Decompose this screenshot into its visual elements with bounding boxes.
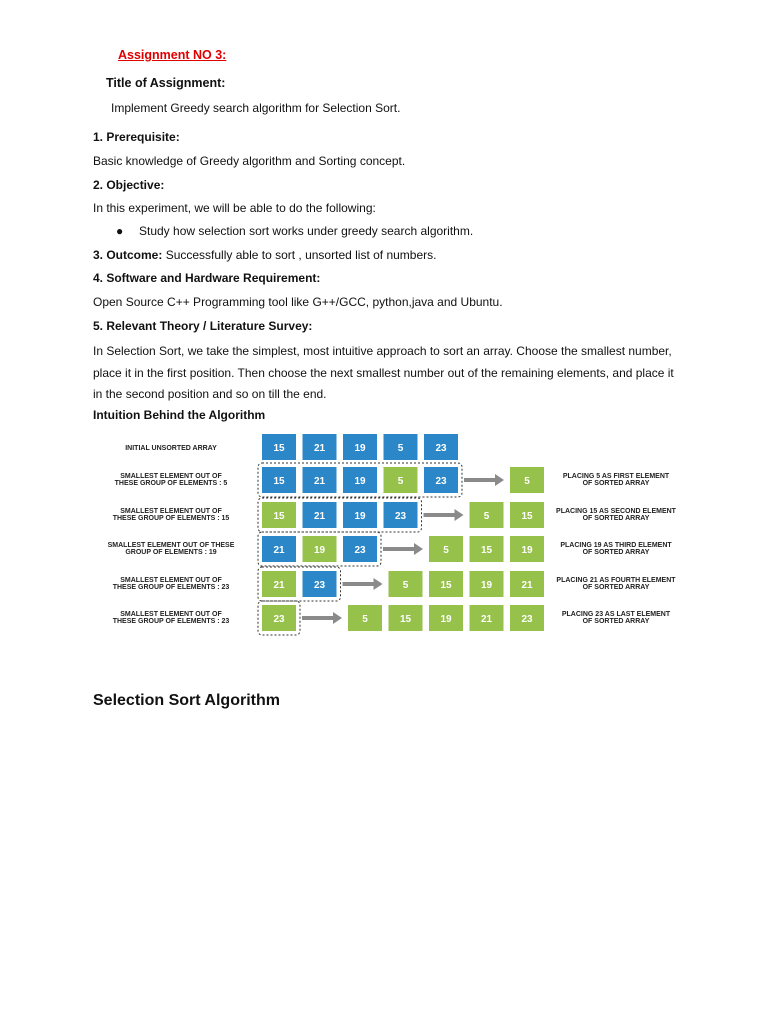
arrow-head-icon xyxy=(495,474,504,486)
arrow-head-icon xyxy=(333,612,342,624)
array-element-value: 23 xyxy=(273,614,285,625)
row-left-label: THESE GROUP OF ELEMENTS : 5 xyxy=(114,480,228,487)
array-element-value: 5 xyxy=(397,476,404,487)
assignment-number: Assignment NO 3: xyxy=(118,48,227,62)
array-element-value: 23 xyxy=(435,476,447,487)
sorted-element-value: 19 xyxy=(480,580,493,591)
row-left-label: SMALLEST ELEMENT OUT OF THESE xyxy=(107,542,235,549)
array-element-value: 23 xyxy=(435,443,447,454)
row-left-label: SMALLEST ELEMENT OUT OF xyxy=(120,473,222,480)
selection-sort-diagram xyxy=(0,430,768,640)
sorted-element-value: 5 xyxy=(402,580,409,591)
software-text: Open Source C++ Programming tool like G++/GCC, python,java and Ubuntu. xyxy=(93,295,503,309)
array-element-value: 15 xyxy=(273,511,285,522)
row-left-label: INITIAL UNSORTED ARRAY xyxy=(125,445,217,452)
sorted-element-value: 19 xyxy=(440,614,452,625)
array-element-value: 19 xyxy=(354,476,366,487)
sorted-element-value: 15 xyxy=(521,511,533,522)
array-element-value: 23 xyxy=(313,580,326,591)
row-right-label: PLACING 15 AS SECOND ELEMENT xyxy=(556,508,676,515)
row-right-label: OF SORTED ARRAY xyxy=(582,549,650,556)
objective-heading: 2. Objective: xyxy=(93,178,165,192)
array-element-value: 21 xyxy=(313,511,326,522)
outcome-text: Successfully able to sort , unsorted list of numbers. xyxy=(162,248,437,262)
row-left-label: SMALLEST ELEMENT OUT OF xyxy=(120,611,222,618)
array-element-value: 21 xyxy=(313,476,326,487)
prerequisite-heading: 1. Prerequisite: xyxy=(93,130,180,144)
sorted-element-value: 15 xyxy=(480,545,493,556)
array-element-value: 19 xyxy=(354,511,366,522)
row-left-label: THESE GROUP OF ELEMENTS : 23 xyxy=(112,618,230,625)
title-label: Title of Assignment: xyxy=(106,76,226,90)
software-heading: 4. Software and Hardware Requirement: xyxy=(93,271,321,285)
row-left-label: SMALLEST ELEMENT OUT OF xyxy=(120,577,222,584)
array-element-value: 5 xyxy=(397,443,404,454)
prerequisite-text: Basic knowledge of Greedy algorithm and Sorting concept. xyxy=(93,154,406,168)
objective-bullet-text: Study how selection sort works under greedy search algorithm. xyxy=(139,224,474,238)
sorted-element-value: 19 xyxy=(521,545,533,556)
theory-heading: 5. Relevant Theory / Literature Survey: xyxy=(93,319,313,333)
row-right-label: OF SORTED ARRAY xyxy=(582,618,650,625)
sorted-element-value: 5 xyxy=(443,545,449,556)
sorted-element-value: 23 xyxy=(521,614,533,625)
theory-text: In Selection Sort, we take the simplest, most intuitive approach to sort an array. Choose the smallest number, place it in the first position. Then choose the next smallest number out of the remaining elements, and place it in the second position and so on till the end. xyxy=(93,344,674,401)
sorted-element-value: 15 xyxy=(399,614,412,625)
objective-text: In this experiment, we will be able to do the following: xyxy=(93,201,376,215)
outcome-line xyxy=(93,248,436,262)
title-text: Implement Greedy search algorithm for Selection Sort. xyxy=(111,101,401,115)
outcome-heading: 3. Outcome: xyxy=(93,248,163,262)
array-element-value: 23 xyxy=(394,511,407,522)
intuition-heading: Intuition Behind the Algorithm xyxy=(93,408,266,422)
array-element-value: 21 xyxy=(313,443,326,454)
row-left-label: THESE GROUP OF ELEMENTS : 15 xyxy=(112,515,230,522)
sorted-element-value: 5 xyxy=(483,511,490,522)
row-right-label: OF SORTED ARRAY xyxy=(582,584,650,591)
arrow-head-icon xyxy=(455,509,464,521)
arrow-head-icon xyxy=(414,543,423,555)
row-left-label: SMALLEST ELEMENT OUT OF xyxy=(120,508,222,515)
row-left-label: THESE GROUP OF ELEMENTS : 23 xyxy=(112,584,230,591)
array-element-value: 23 xyxy=(354,545,366,556)
array-element-value: 21 xyxy=(273,580,285,591)
array-element-value: 19 xyxy=(354,443,366,454)
sorted-element-value: 21 xyxy=(521,580,533,591)
algorithm-heading: Selection Sort Algorithm xyxy=(93,692,280,709)
row-right-label: PLACING 19 AS THIRD ELEMENT xyxy=(560,542,672,549)
arrow-head-icon xyxy=(374,578,383,590)
row-right-label: PLACING 23 AS LAST ELEMENT xyxy=(561,611,671,618)
sorted-element-value: 15 xyxy=(440,580,452,591)
row-right-label: OF SORTED ARRAY xyxy=(582,515,650,522)
sorted-element-value: 5 xyxy=(362,614,368,625)
row-left-label: GROUP OF ELEMENTS : 19 xyxy=(125,549,217,556)
array-element-value: 15 xyxy=(273,443,285,454)
bullet-icon: ● xyxy=(116,224,124,238)
sorted-element-value: 21 xyxy=(480,614,493,625)
sorted-element-value: 5 xyxy=(524,476,530,487)
row-right-label: PLACING 21 AS FOURTH ELEMENT xyxy=(556,577,676,584)
array-element-value: 21 xyxy=(273,545,285,556)
row-right-label: PLACING 5 AS FIRST ELEMENT xyxy=(562,473,670,480)
array-element-value: 19 xyxy=(313,545,326,556)
array-element-value: 15 xyxy=(273,476,285,487)
row-right-label: OF SORTED ARRAY xyxy=(582,480,650,487)
